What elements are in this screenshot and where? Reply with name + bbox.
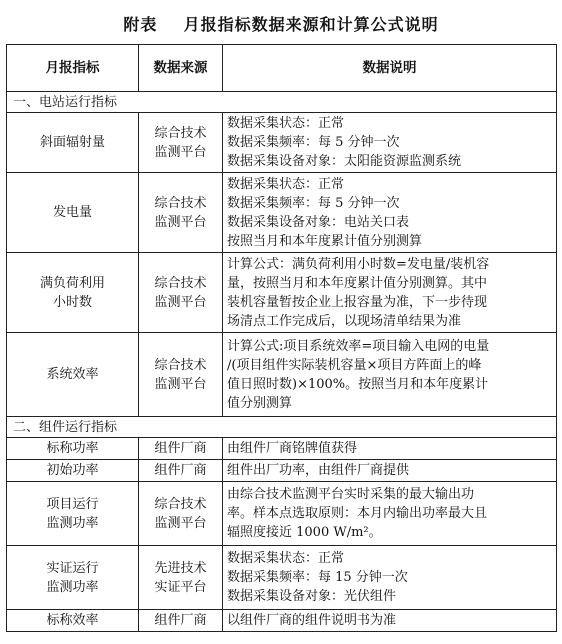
description-line: 数据采集设备对象：光伏组件 <box>227 589 397 604</box>
indicator-cell <box>7 253 139 333</box>
source-line: 监测平台 <box>154 144 207 160</box>
table-row <box>7 113 557 173</box>
source-cell <box>139 438 223 460</box>
description-cell <box>223 546 557 610</box>
source-line: 综合技术 <box>154 496 207 512</box>
header-indicator: 月报指标 <box>7 45 139 92</box>
table-row <box>7 438 557 460</box>
page-title: 附表 月报指标数据来源和计算公式说明 <box>123 15 439 34</box>
indicator-table <box>6 44 557 632</box>
description-cell <box>223 333 557 417</box>
header-description: 数据说明 <box>223 45 557 92</box>
indicator-cell <box>7 438 139 460</box>
description-line: 值日照时数)×100%。按照当月和本年度累计 <box>227 376 489 392</box>
description-line: 辐照度接近 1000 W/m²。 <box>227 525 382 540</box>
description-line: 由组件厂商铭牌值获得 <box>227 441 358 456</box>
indicator-cell <box>7 610 139 632</box>
source-line: 综合技术 <box>154 275 207 291</box>
indicator-name: 系统效率 <box>46 367 99 382</box>
indicator-name: 发电量 <box>52 205 92 220</box>
indicator-name: 标称功率 <box>46 441 99 456</box>
table-row <box>7 546 557 610</box>
source-line: 综合技术 <box>154 125 207 141</box>
description-cell <box>223 610 557 632</box>
section-row <box>7 92 557 113</box>
source-line: 组件厂商 <box>154 441 207 456</box>
description-line: 量，按照当月和本年度累计值分别测算。其中 <box>227 275 488 291</box>
table-row <box>7 253 557 333</box>
indicator-cell <box>7 333 139 417</box>
description-line: 数据采集频率：每 15 分钟一次 <box>227 570 408 585</box>
table-row <box>7 610 557 632</box>
indicator-name: 监测功率 <box>46 515 99 531</box>
source-cell <box>139 610 223 632</box>
source-line: 监测平台 <box>154 214 207 230</box>
indicator-cell <box>7 173 139 253</box>
source-cell <box>139 173 223 253</box>
table-row <box>7 482 557 546</box>
source-line: 综合技术 <box>154 357 207 373</box>
description-line: 率。样本点选取原则：本月内输出功率最大且 <box>227 506 488 521</box>
indicator-cell <box>7 460 139 482</box>
table-row <box>7 173 557 253</box>
description-line: 值分别测算 <box>227 395 293 411</box>
indicator-name: 监测功率 <box>46 579 99 595</box>
source-line: 先进技术 <box>154 560 207 576</box>
indicator-name: 满负荷利用 <box>39 275 105 291</box>
section-row <box>7 417 557 438</box>
indicator-name: 标称效率 <box>46 613 99 628</box>
indicator-name: 小时数 <box>52 294 92 310</box>
indicator-cell <box>7 482 139 546</box>
description-cell <box>223 113 557 173</box>
description-line: 数据采集设备对象：电站关口表 <box>227 214 410 230</box>
indicator-cell <box>7 113 139 173</box>
source-cell <box>139 482 223 546</box>
section-label: 二、组件运行指标 <box>7 417 557 438</box>
table-row <box>7 460 557 482</box>
description-line: 数据采集设备对象：太阳能资源监测系统 <box>227 154 462 169</box>
source-cell <box>139 113 223 173</box>
header-source: 数据来源 <box>139 45 223 92</box>
source-line: 综合技术 <box>154 195 207 211</box>
source-line: 实证平台 <box>154 579 207 595</box>
description-cell <box>223 253 557 333</box>
description-line: 计算公式：满负荷利用小时数=发电量/装机容 <box>227 256 490 272</box>
description-cell <box>223 173 557 253</box>
description-cell <box>223 482 557 546</box>
source-line: 组件厂商 <box>154 463 207 478</box>
description-line: 场清点工作完成后，以现场清单结果为准 <box>227 313 462 329</box>
description-line: 装机容量暂按企业上报容量为准，下一步待现 <box>227 294 488 310</box>
description-cell <box>223 460 557 482</box>
description-line: 数据采集状态：正常 <box>227 551 345 566</box>
description-line: 数据采集状态：正常 <box>227 176 345 192</box>
indicator-name: 项目运行 <box>46 496 99 512</box>
indicator-name: 斜面辐射量 <box>39 135 105 150</box>
description-line: 计算公式:项目系统效率=项目输入电网的电量 <box>227 338 490 354</box>
description-line: /(项目组件实际装机容量×项目方阵面上的峰 <box>227 357 482 373</box>
description-cell <box>223 438 557 460</box>
source-line: 监测平台 <box>154 294 207 310</box>
description-line: 数据采集频率：每 5 分钟一次 <box>227 135 400 150</box>
description-line: 按照当月和本年度累计值分别测算 <box>227 233 423 249</box>
section-label: 一、电站运行指标 <box>7 92 557 113</box>
source-line: 监测平台 <box>154 376 207 392</box>
source-cell <box>139 546 223 610</box>
description-line: 组件出厂功率，由组件厂商提供 <box>227 463 410 478</box>
indicator-cell <box>7 546 139 610</box>
source-cell <box>139 333 223 417</box>
description-line: 由综合技术监测平台实时采集的最大输出功 <box>227 487 475 502</box>
description-line: 数据采集状态：正常 <box>227 116 345 131</box>
source-cell <box>139 253 223 333</box>
source-cell <box>139 460 223 482</box>
description-line: 数据采集频率：每 5 分钟一次 <box>227 195 400 211</box>
table-header-row <box>7 45 557 92</box>
indicator-name: 实证运行 <box>46 560 99 576</box>
description-line: 以组件厂商的组件说明书为准 <box>227 613 397 628</box>
source-line: 组件厂商 <box>154 613 207 628</box>
table-row <box>7 333 557 417</box>
source-line: 监测平台 <box>154 515 207 531</box>
indicator-name: 初始功率 <box>46 463 99 478</box>
